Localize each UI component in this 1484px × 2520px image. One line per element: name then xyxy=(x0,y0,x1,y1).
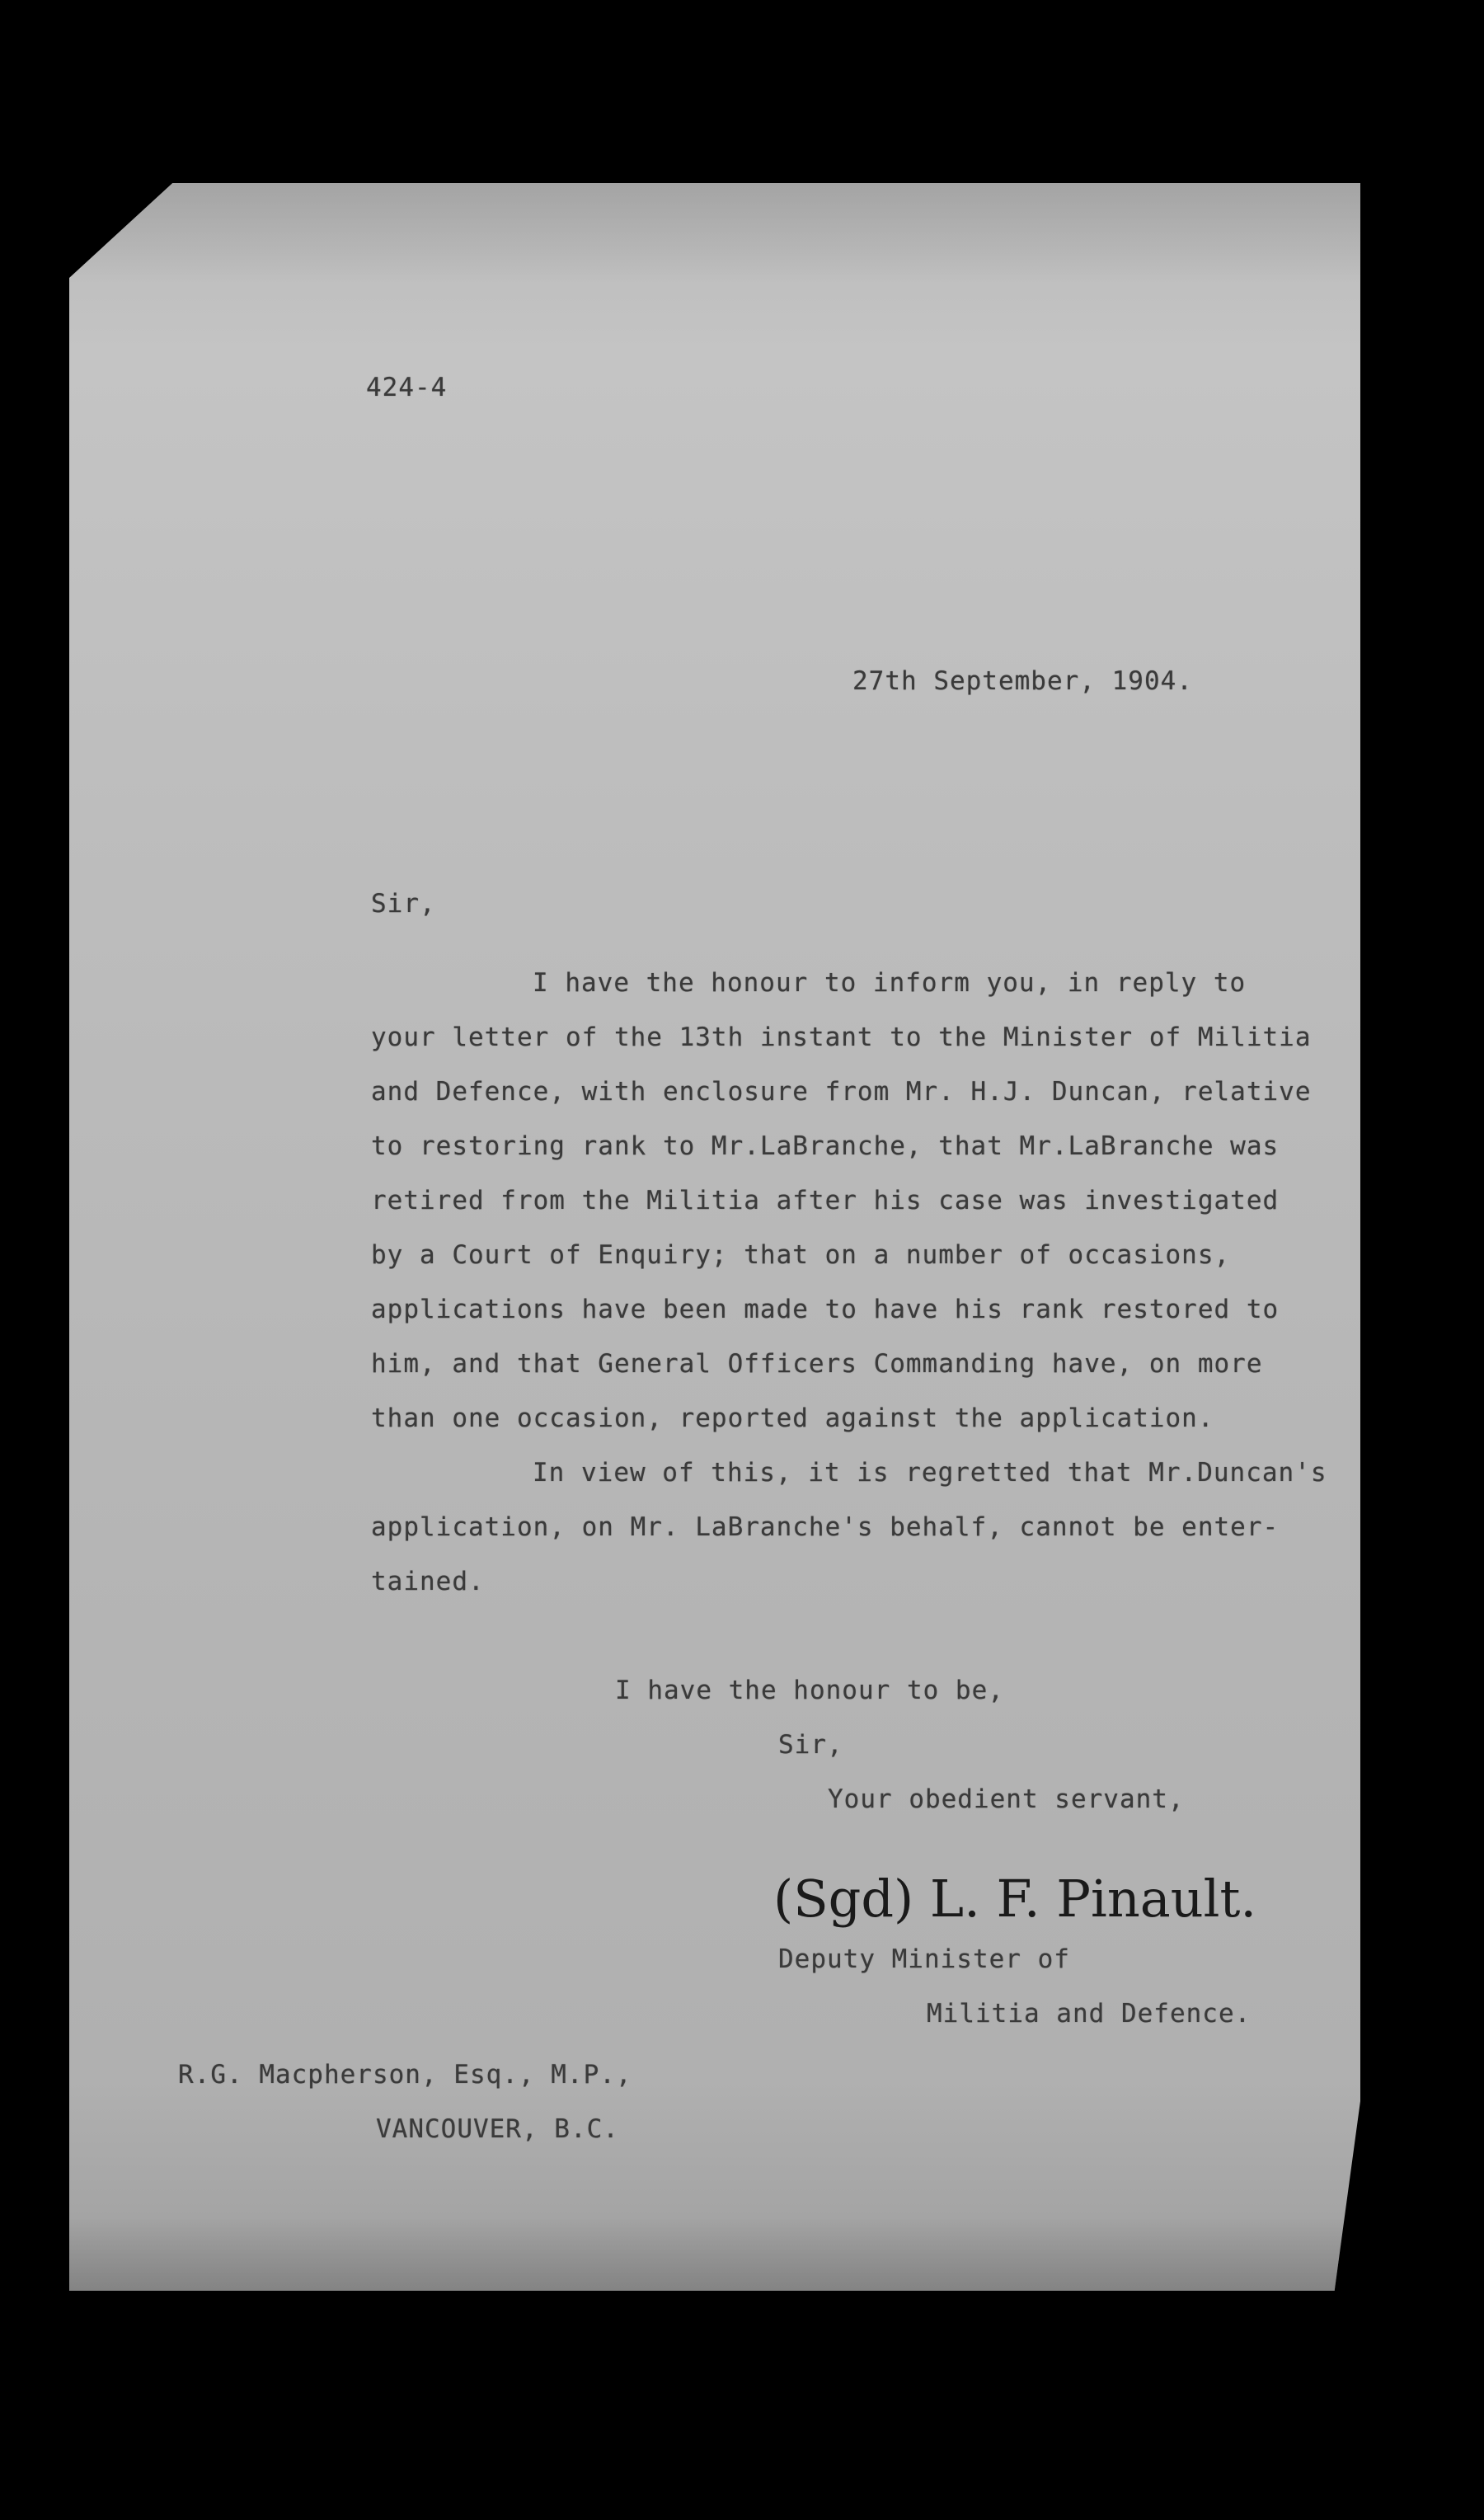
body-line-5: retired from the Militia after his case was investigated xyxy=(371,1186,1280,1215)
recipient-name: R.G. Macpherson, Esq., M.P., xyxy=(178,2060,632,2090)
body-line-3: and Defence, with enclosure from Mr. H.J. Duncan, relative xyxy=(371,1077,1312,1107)
signature-stamp: (Sgd) L. F. Pinault. xyxy=(773,1869,1257,1929)
body-line-8: him, and that General Officers Commanding have, on more xyxy=(371,1349,1263,1379)
signer-title-line-1: Deputy Minister of xyxy=(778,1944,1070,1974)
page-top-shadow xyxy=(69,183,1360,282)
body-line-11: application, on Mr. LaBranche's behalf, cannot be enter- xyxy=(371,1512,1280,1542)
body-line-9: than one occasion, reported against the application. xyxy=(371,1403,1214,1433)
punch-hole xyxy=(59,109,99,150)
file-number: 424-4 xyxy=(366,373,448,402)
body-line-1: I have the honour to inform you, in reply to xyxy=(533,968,1247,998)
letter-page xyxy=(69,183,1360,2291)
closing-line-3: Your obedient servant, xyxy=(828,1784,1185,1814)
body-line-12: tained. xyxy=(371,1567,485,1596)
salutation: Sir, xyxy=(371,889,436,919)
closing-line-1: I have the honour to be, xyxy=(615,1676,1004,1705)
body-line-10: In view of this, it is regretted that Mr.Duncan's xyxy=(533,1458,1327,1488)
body-line-6: by a Court of Enquiry; that on a number of occasions, xyxy=(371,1240,1231,1270)
letter-date: 27th September, 1904. xyxy=(852,666,1193,696)
body-line-4: to restoring rank to Mr.LaBranche, that Mr.LaBranche was xyxy=(371,1131,1280,1161)
recipient-location: VANCOUVER, B.C. xyxy=(376,2114,619,2144)
body-line-2: your letter of the 13th instant to the Minister of Militia xyxy=(371,1023,1312,1052)
closing-line-2: Sir, xyxy=(778,1730,843,1760)
signer-title-line-2: Militia and Defence. xyxy=(927,1999,1252,2029)
body-line-7: applications have been made to have his rank restored to xyxy=(371,1295,1280,1324)
